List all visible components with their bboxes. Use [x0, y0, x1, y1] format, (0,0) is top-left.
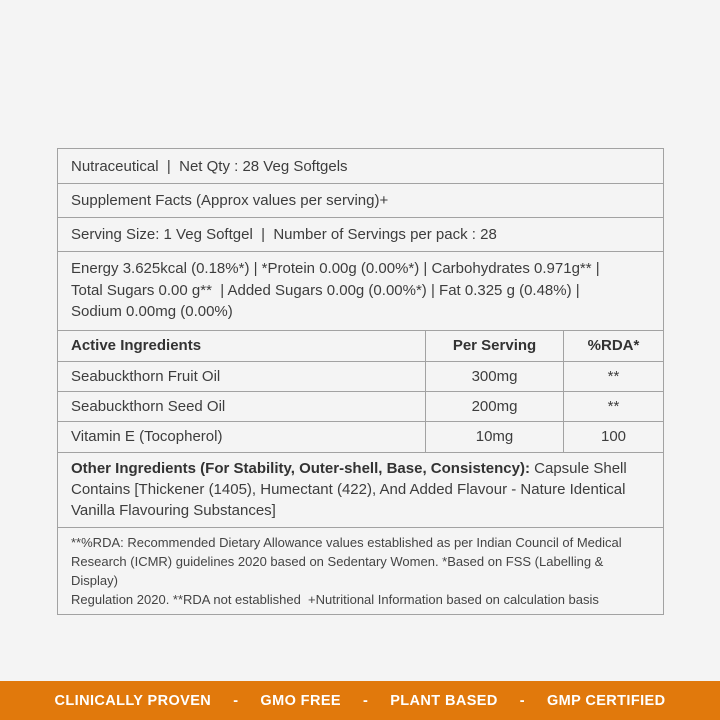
- banner-item-gmp-certified: GMP CERTIFIED: [546, 692, 666, 709]
- nutrition-values-row: [58, 252, 663, 331]
- footnote-line-1: **%RDA: Recommended Dietary Allowance values established as per Indian Council of Medical: [71, 534, 622, 550]
- banner-separator: -: [233, 692, 239, 709]
- other-ingredients-text: Capsule Shell Contains [Thickener (1405), Humectant (422), And Added Flavour - Nature Identical Vanilla Flavouring Substances]: [71, 459, 627, 519]
- table-row-seabuckthorn-fruit-oil: [58, 362, 663, 392]
- column-header-per-serving: Per Serving: [425, 331, 563, 361]
- ingredient-rda: 100: [563, 422, 663, 452]
- nutrition-line-3: Sodium 0.00mg (0.00%): [71, 303, 233, 320]
- table-row-vitamin-e: [58, 422, 663, 453]
- footnote-line-3: Regulation 2020. **RDA not established +Nutritional Information based on calculation basis: [71, 591, 599, 607]
- product-type-row: Nutraceutical | Net Qty : 28 Veg Softgels: [58, 149, 663, 184]
- ingredient-name: Seabuckthorn Fruit Oil: [71, 367, 221, 385]
- ingredient-name: Seabuckthorn Seed Oil: [71, 397, 226, 415]
- ingredient-per-serving: 200mg: [425, 392, 563, 421]
- table-row-seabuckthorn-seed-oil: [58, 392, 663, 422]
- supplement-facts-table: [57, 148, 664, 615]
- ingredient-rda: **: [563, 392, 663, 421]
- ingredients-header-row: [58, 331, 663, 362]
- other-ingredients-row: [58, 453, 663, 528]
- ingredient-name: Vitamin E (Tocopherol): [71, 428, 223, 445]
- banner-separator: -: [362, 692, 369, 709]
- certification-banner: [0, 681, 720, 720]
- banner-item-plant-based: PLANT BASED: [390, 692, 498, 709]
- nutrition-line-2: Total Sugars 0.00 g** | Added Sugars 0.00g (0.00%*) | Fat 0.325 g (0.48%) |: [71, 281, 580, 299]
- banner-item-gmo-free: GMO FREE: [260, 692, 341, 709]
- serving-size-row: Serving Size: 1 Veg Softgel | Number of Servings per pack : 28: [58, 218, 663, 252]
- column-header-active-ingredients: Active Ingredients: [71, 337, 202, 354]
- ingredient-rda: **: [563, 362, 663, 391]
- footnote-row: [58, 528, 663, 614]
- ingredient-per-serving: 300mg: [425, 362, 563, 391]
- banner-item-clinically-proven: CLINICALLY PROVEN: [54, 692, 212, 709]
- other-ingredients-label: Other Ingredients (For Stability, Outer-shell, Base, Consistency):: [71, 459, 530, 477]
- ingredient-per-serving: 10mg: [425, 422, 563, 452]
- column-header-rda: %RDA*: [563, 331, 663, 361]
- banner-separator: -: [519, 692, 525, 709]
- supplement-facts-row: Supplement Facts (Approx values per serving)+: [58, 184, 663, 218]
- footnote-line-2: Research (ICMR) guidelines 2020 based on Sedentary Women. *Based on FSS (Labelling & Display): [71, 553, 607, 588]
- nutrition-line-1: Energy 3.625kcal (0.18%*) | *Protein 0.00g (0.00%*) | Carbohydrates 0.971g** |: [71, 260, 600, 277]
